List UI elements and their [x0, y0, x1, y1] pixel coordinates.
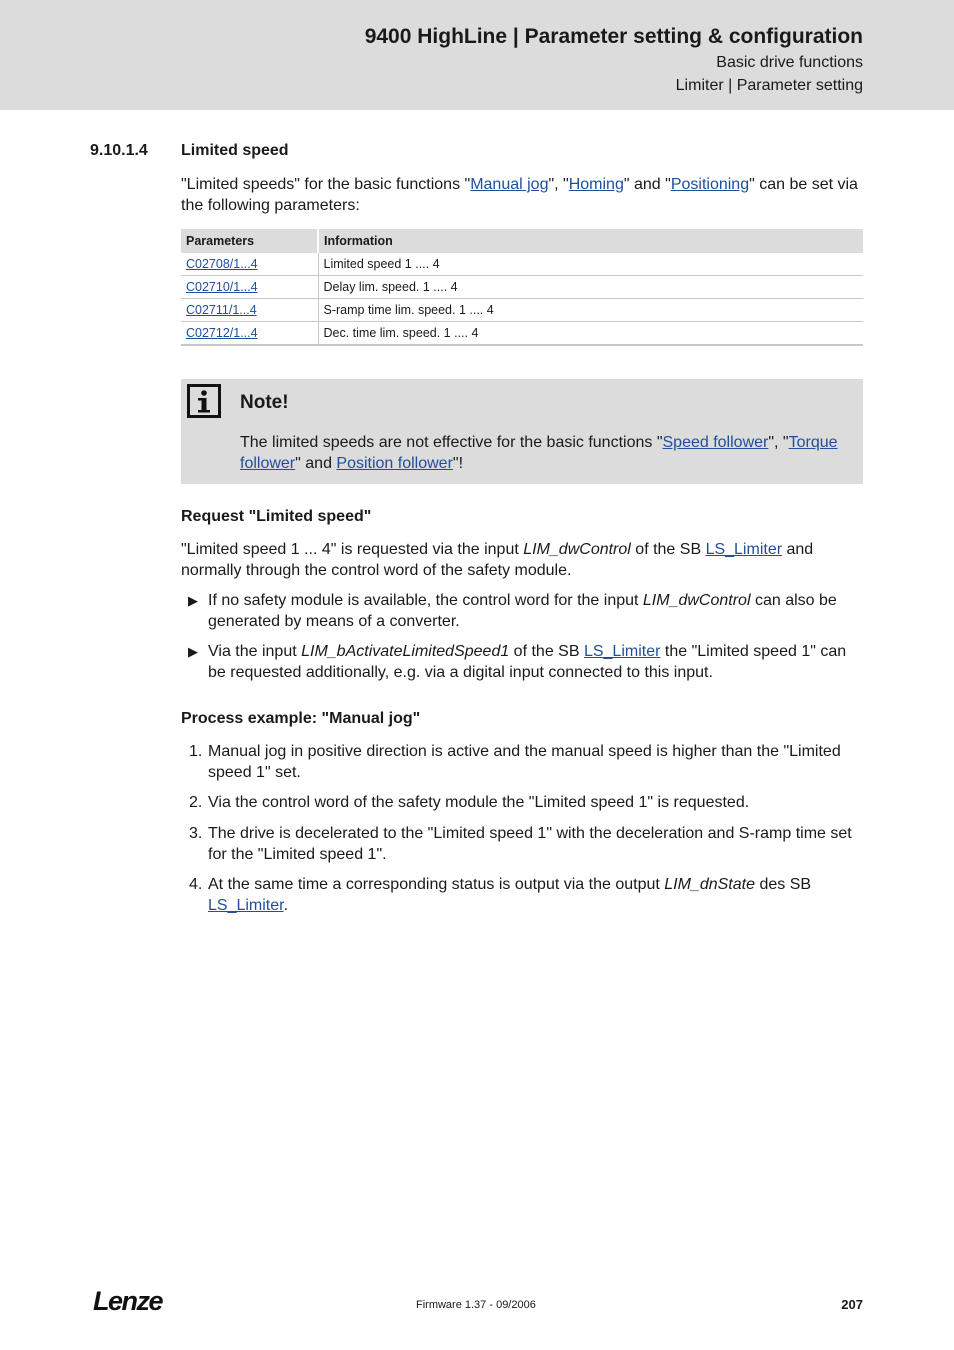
link-ls-limiter[interactable]: LS_Limiter: [705, 541, 783, 558]
process-heading: Process example: "Manual jog": [181, 710, 421, 727]
param-link[interactable]: C02708/1...4: [186, 257, 258, 271]
request-paragraph: "Limited speed 1 ... 4" is requested via the input LIM_dwControl of the SB LS_Limiter and normally through the control word of the safety module.: [181, 541, 814, 579]
param-info: Limited speed 1 .... 4: [318, 253, 863, 276]
page-number: 207: [841, 1297, 863, 1312]
table-row: [181, 299, 863, 322]
info-icon: [187, 384, 221, 418]
note-text: The limited speeds are not effective for the basic functions "Speed follower", "Torque follower" and Position follower"!: [240, 434, 838, 472]
firmware-version: Firmware 1.37 - 09/2006: [416, 1299, 536, 1311]
param-link[interactable]: C02710/1...4: [186, 280, 258, 294]
link-speed-follower[interactable]: Speed follower: [662, 434, 769, 451]
request-heading: Request "Limited speed": [181, 508, 372, 525]
param-link[interactable]: C02711/1...4: [186, 303, 257, 317]
header-chapter: Basic drive functions: [716, 54, 863, 71]
header-title: 9400 HighLine | Parameter setting & configuration: [364, 25, 863, 48]
table-header-parameters: Parameters: [181, 229, 318, 253]
page-header: [0, 0, 954, 110]
bullet-arrow-icon: ▶: [188, 644, 198, 659]
link-positioning[interactable]: Positioning: [670, 176, 750, 193]
link-position-follower[interactable]: Position follower: [336, 455, 453, 472]
param-link[interactable]: C02712/1...4: [186, 326, 258, 340]
bullet-arrow-icon: ▶: [188, 593, 198, 608]
table-header-information: Information: [318, 229, 863, 253]
section-title: Limited speed: [181, 142, 289, 159]
table-row: [181, 276, 863, 299]
table-row: [181, 253, 863, 276]
note-box: [181, 379, 863, 484]
lenze-logo: [93, 1285, 173, 1315]
link-homing[interactable]: Homing: [568, 176, 624, 193]
link-manual-jog[interactable]: Manual jog: [470, 176, 549, 193]
note-title: Note!: [240, 392, 289, 413]
intro-paragraph: "Limited speeds" for the basic functions "Manual jog", "Homing" and "Positioning" can be set via the following parameters:: [181, 176, 858, 214]
parameter-table: [181, 229, 863, 346]
header-section: Limiter | Parameter setting: [675, 77, 863, 94]
param-info: Dec. time lim. speed. 1 .... 4: [318, 322, 863, 346]
svg-text:Lenze: Lenze: [93, 1286, 163, 1315]
table-row: [181, 322, 863, 346]
param-info: Delay lim. speed. 1 .... 4: [318, 276, 863, 299]
section-number: 9.10.1.4: [90, 142, 148, 159]
link-ls-limiter[interactable]: LS_Limiter: [208, 897, 284, 914]
link-ls-limiter[interactable]: LS_Limiter: [583, 643, 661, 660]
link-torque-follower[interactable]: Torque follower: [240, 434, 838, 472]
param-info: S-ramp time lim. speed. 1 .... 4: [318, 299, 863, 322]
